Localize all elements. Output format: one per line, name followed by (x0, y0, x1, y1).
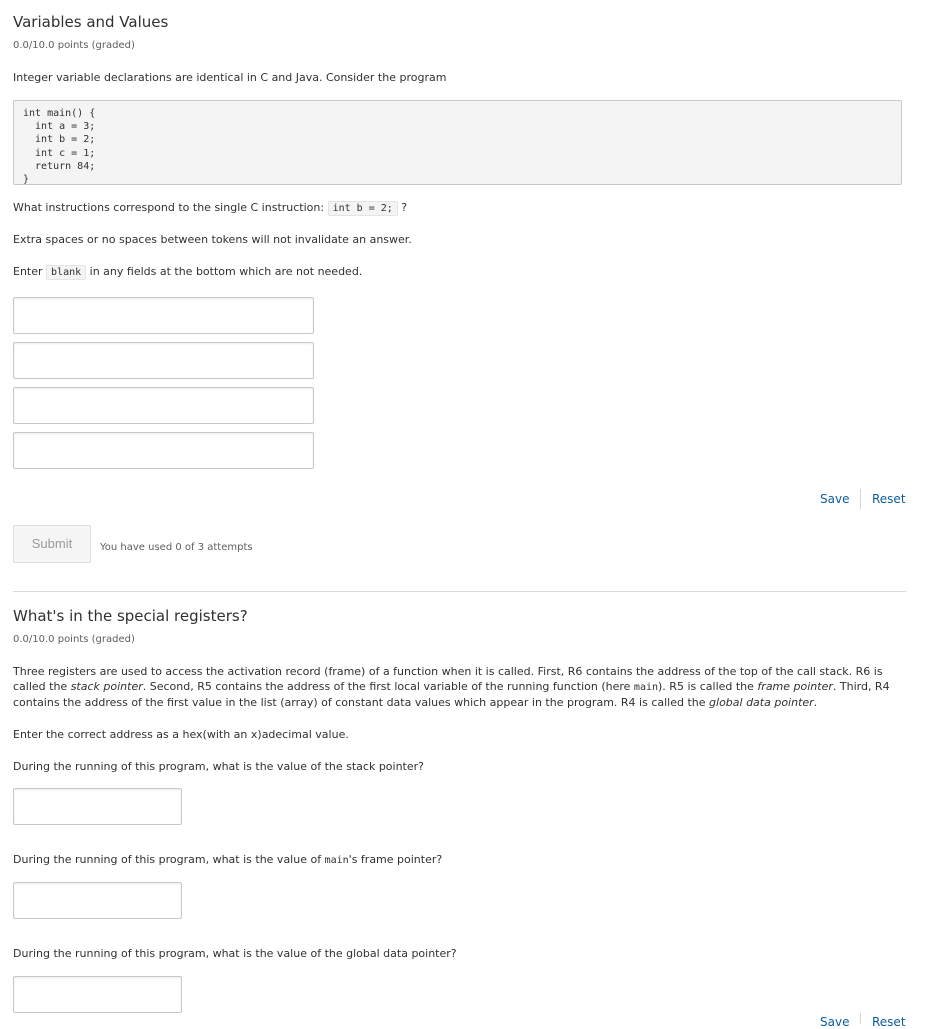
section-divider (13, 591, 906, 592)
question-global-pointer: During the running of this program, what is the value of the global data pointer? (13, 947, 457, 960)
desc-part-2: . Second, R5 contains the address of the first local variable of the running function (here (142, 680, 631, 693)
problem-intro: Integer variable declarations are identical in C and Java. Consider the program (13, 71, 447, 84)
answer-input-2[interactable] (13, 342, 314, 379)
reset-button[interactable]: Reset (872, 492, 906, 506)
frame-q-prefix: During the running of this program, what is the value of (13, 853, 322, 866)
problem-title-registers: What's in the special registers? (13, 607, 248, 625)
answer-input-1[interactable] (13, 297, 314, 334)
answer-input-3[interactable] (13, 387, 314, 424)
submit-button[interactable]: Submit (13, 525, 91, 563)
frame-q-suffix: 's frame pointer? (348, 853, 443, 866)
program-code: int main() { int a = 3; int b = 2; int c = 1; return 84; } (23, 108, 96, 186)
question-prefix: What instructions correspond to the single C instruction: (13, 201, 325, 214)
stack-pointer-input[interactable] (13, 788, 182, 825)
points-label: 0.0/10.0 points (graded) (13, 40, 135, 51)
code-block (13, 100, 902, 185)
points-label-registers: 0.0/10.0 points (graded) (13, 634, 135, 645)
answer-input-4[interactable] (13, 432, 314, 469)
main-code: main (633, 682, 659, 693)
desc-part-5: . (813, 696, 818, 709)
attempts-counter: You have used 0 of 3 attempts (100, 542, 253, 553)
save-button[interactable]: Save (820, 492, 850, 506)
save-button-registers[interactable]: Save (820, 1015, 850, 1029)
desc-part-3: ). R5 is called the (658, 680, 754, 693)
question-text (13, 200, 407, 216)
frame-pointer-term: frame pointer (757, 680, 833, 693)
stack-pointer-term: stack pointer (70, 680, 143, 693)
blank-note-suffix: in any fields at the bottom which are not needed. (89, 265, 363, 278)
desc-part-4: . Third, R4 contains the address of the first value in the list (array) of constant data values which appear in the program. R4 is called the (13, 680, 890, 709)
spaces-note: Extra spaces or no spaces between tokens will not invalidate an answer. (13, 233, 412, 246)
reset-button-registers[interactable]: Reset (872, 1015, 906, 1029)
frame-pointer-input[interactable] (13, 882, 182, 919)
blank-note (13, 264, 362, 280)
action-divider-registers (860, 1013, 861, 1024)
global-pointer-input[interactable] (13, 976, 182, 1013)
blank-note-prefix: Enter (13, 265, 43, 278)
question-suffix: ? (401, 201, 408, 214)
question-frame-pointer (13, 852, 442, 868)
registers-description (13, 664, 906, 710)
hex-note: Enter the correct address as a hex(with an x)adecimal value. (13, 728, 349, 741)
frame-q-code: main (324, 855, 349, 866)
desc-part-1: Three registers are used to access the activation record (frame) of a function when it is called. First, R6 contains the address of the top of the call stack. R6 is called the (13, 665, 883, 693)
action-divider (860, 489, 861, 509)
question-code: int b = 2; (328, 201, 398, 216)
global-data-pointer-term: global data pointer (709, 696, 814, 709)
blank-code: blank (46, 265, 86, 280)
problem-title: Variables and Values (13, 13, 169, 31)
question-stack-pointer: During the running of this program, what is the value of the stack pointer? (13, 760, 425, 773)
